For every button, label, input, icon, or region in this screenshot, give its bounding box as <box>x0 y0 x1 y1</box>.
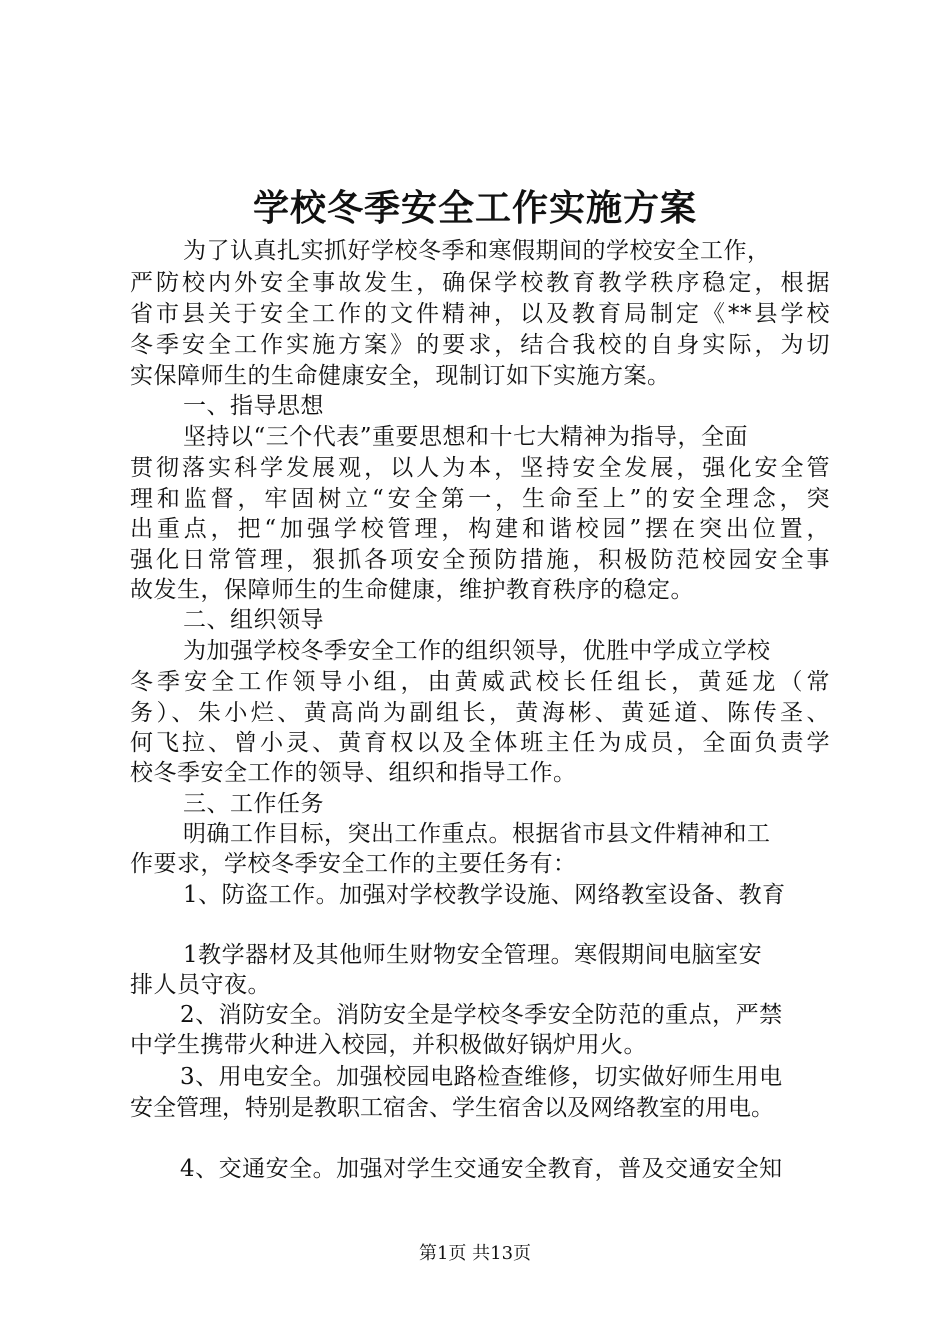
paragraph-line: 中学生携带火种进入校园，并积极做好锅炉用火。 <box>130 1032 647 1058</box>
paragraph-line: 严防校内外安全事故发生，确保学校教育教学秩序稳定，根据 <box>130 270 830 296</box>
paragraph-line: 故发生，保障师生的生命健康，维护教育秩序的稳定。 <box>130 577 694 603</box>
paragraph-line: 4、交通安全。加强对学生交通安全教育，普及交通安全知 <box>180 1156 783 1182</box>
paragraph-line: 安全管理，特别是教职工宿舍、学生宿舍以及网络教室的用电。 <box>130 1095 774 1121</box>
paragraph-line: 3、用电安全。加强校园电路检查维修，切实做好师生用电 <box>180 1064 783 1090</box>
paragraph-line: 何飞拉、曾小灵、黄育权以及全体班主任为成员，全面负责学 <box>130 730 830 756</box>
paragraph-line: 务）、朱小烂、黄高尚为副组长，黄海彬、黄延道、陈传圣、 <box>130 700 830 726</box>
section-heading: 二、组织领导 <box>183 607 324 633</box>
paragraph-line: 冬季安全工作实施方案》的要求，结合我校的自身实际，为切 <box>130 332 830 358</box>
paragraph-line: 强化日常管理，狠抓各项安全预防措施，积极防范校园安全事 <box>130 547 830 573</box>
paragraph-line: 坚持以“三个代表”重要思想和十七大精神为指导，全面 <box>183 424 749 450</box>
section-heading: 三、工作任务 <box>183 791 324 817</box>
paragraph-line: 冬季安全工作领导小组，由黄威武校长任组长，黄延龙（常 <box>130 669 830 695</box>
paragraph-line: 出重点，把“加强学校管理，构建和谐校园”摆在突出位置， <box>130 516 830 542</box>
section-heading: 一、指导思想 <box>183 393 324 419</box>
document-title: 学校冬季安全工作实施方案 <box>252 187 697 229</box>
paragraph-line: 2、消防安全。消防安全是学校冬季安全防范的重点，严禁 <box>180 1002 783 1028</box>
paragraph-line: 1教学器材及其他师生财物安全管理。寒假期间电脑室安 <box>183 942 763 968</box>
paragraph-line: 为加强学校冬季安全工作的组织领导，优胜中学成立学校 <box>183 638 771 664</box>
paragraph-line: 理和监督，牢固树立“安全第一，生命至上”的安全理念，突 <box>130 486 830 512</box>
paragraph-line: 省市县关于安全工作的文件精神，以及教育局制定《**县学校 <box>130 301 830 327</box>
paragraph-line: 明确工作目标，突出工作重点。根据省市县文件精神和工 <box>183 821 771 847</box>
paragraph-line: 排人员守夜。 <box>130 972 271 998</box>
paragraph-line: 贯彻落实科学发展观，以人为本，坚持安全发展，强化安全管 <box>130 455 830 481</box>
paragraph-line: 1、防盗工作。加强对学校教学设施、网络教室设备、教育 <box>183 882 786 908</box>
paragraph-line: 作要求，学校冬季安全工作的主要任务有： <box>130 851 577 877</box>
page-number: 第1页 共13页 <box>418 1243 532 1264</box>
paragraph-line: 校冬季安全工作的领导、组织和指导工作。 <box>130 760 577 786</box>
paragraph-line: 为了认真扎实抓好学校冬季和寒假期间的学校安全工作， <box>183 238 771 264</box>
paragraph-line: 实保障师生的生命健康安全，现制订如下实施方案。 <box>130 363 671 389</box>
